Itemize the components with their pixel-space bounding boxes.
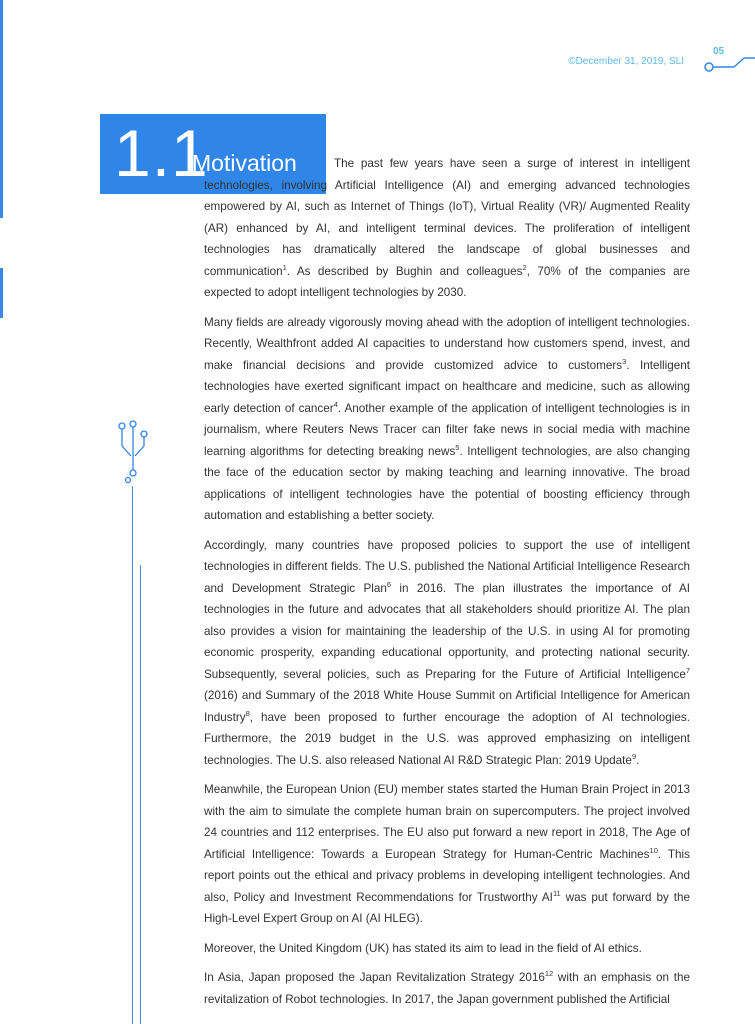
edge-accent-bar <box>0 268 3 318</box>
vertical-guide-line <box>140 565 141 1024</box>
paragraph: The past few years have seen a surge of interest in intelligent technologies, involving Artificial Intelligence (AI) and emerging advanced technologies empowered by AI, such as Internet of Things (IoT), Virtual Reality (VR)/ Augmented Reality (AR) enhanced by AI, and intelligent terminal devices. The proliferation of intelligent technologies has dramatically altered the landscape of global businesses and communication$^1$. As described by Bughin and colleagues$^2$, 70% of the companies are expected to adopt intelligent technologies by 2030. <box>204 157 690 299</box>
paragraph: In Asia, Japan proposed the Japan Revitalization Strategy 2016$^{12}$ with an emphasis on the revitalization of Robot technologies. In 2017, the Japan government published the Artificial <box>204 969 690 1006</box>
paragraph: Meanwhile, the European Union (EU) member states started the Human Brain Project in 2013 with the aim to simulate the complete human brain on supercomputers. The project involved 24 countries and 112 enterprises. The EU also put forward a new report in 2018, The Age of Artificial Intelligence: Towards a European Strategy for Human-Centric Machines$^{10}$. This report points out the ethical and privacy problems in developing intelligent technologies. And also, Policy and Investment Recommendations for Trustworthy AI$^{11}$ was put forward by the High-Level Expert Group on AI (AI HLEG). <box>204 783 690 925</box>
section-number: 1.1 <box>114 116 209 190</box>
vertical-guide-line <box>132 486 133 1024</box>
section-title: Motivation <box>192 150 297 176</box>
paragraph: Many fields are already vigorously moving ahead with the adoption of intelligent technologies. Recently, Wealthfront added AI capacities to understand how customers spend, invest, and make financial decisions and provide customized advice to customers$^3$. Intelligent technologies have exerted significant impact on healthcare and medicine, such as allowing early detection of cancer$^4$. Another example of the application of intelligent technologies is in journalism, where Reuters News Tracer can filter fake news in social media with machine learning algorithms for detecting breaking news$^5$. Intelligent technologies, are also changing the face of the education sector by making teaching and learning innovative. The broad applications of intelligent technologies have the potential of boosting efficiency through automation and establishing a better society. <box>204 315 691 522</box>
edge-accent-bar <box>0 0 3 218</box>
header-date: ©December 31, 2019, SLI <box>568 56 684 67</box>
circuit-header-icon <box>700 48 755 78</box>
body-text <box>204 153 690 1018</box>
paragraph: Moreover, the United Kingdom (UK) has stated its aim to lead in the field of AI ethics. <box>204 941 642 955</box>
paragraph: Accordingly, many countries have proposed policies to support the use of intelligent technologies in different fields. The U.S. published the National Artificial Intelligence Research and Development Strategic Plan$^6$ in 2016. The plan illustrates the importance of AI technologies in the future and advocates that all stakeholders should prioritize AI. The plan also provides a vision for maintaining the leadership of the U.S. in using AI for promoting economic prosperity, expanding educational opportunity, and protecting national security. Subsequently, several policies, such as Preparing for the Future of Artificial Intelligence$^7$ (2016) and Summary of the 2018 White House Summit on Artificial Intelligence for American Industry$^8$, have been proposed to further encourage the adoption of AI technologies. Furthermore, the 2019 budget in the U.S. was approved emphasizing on intelligent technologies. The U.S. also released National AI R&D Strategic Plan: 2019 Update$^9$. <box>204 538 690 767</box>
circuit-side-icon <box>114 420 154 492</box>
page-number: 05 <box>713 46 725 57</box>
